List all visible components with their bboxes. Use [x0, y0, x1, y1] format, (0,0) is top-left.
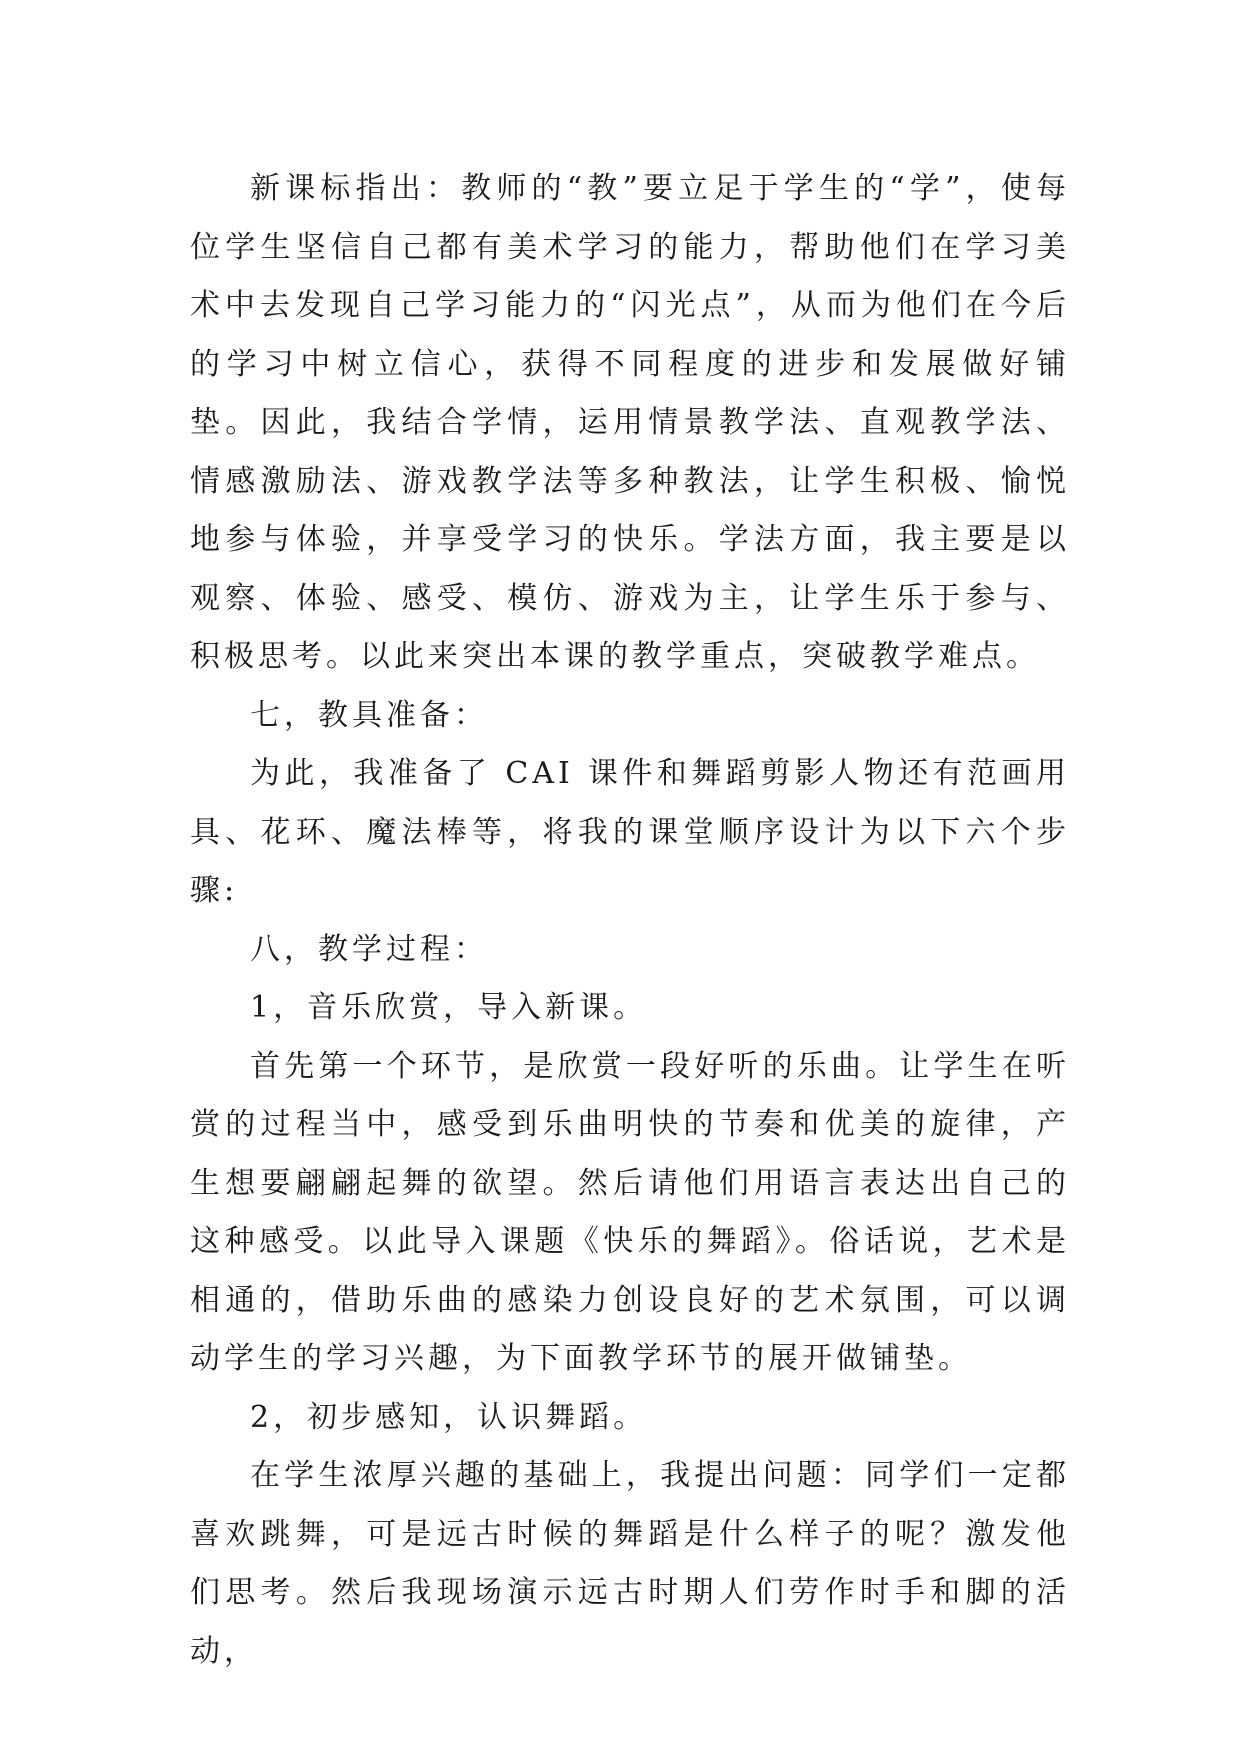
- heading-teaching-process: 八，教学过程：: [250, 931, 488, 967]
- step-1-heading: 1，音乐欣赏，导入新课。: [250, 990, 648, 1025]
- paragraph-step-2: 在学生浓厚兴趣的基础上，我提出问题：同学们一定都喜欢跳舞，可是远古时候的舞蹈是什么样子的呢？激发他们思考。然后我现场演示远古时期人们劳作时手和脚的活动，: [190, 1458, 1070, 1669]
- paragraph-step-1: 首先第一个环节，是欣赏一段好听的乐曲。让学生在听赏的过程当中，感受到乐曲明快的节奏和优美的旋律，产生想要翩翩起舞的欲望。然后请他们用语言表达出自己的这种感受。以此导入课题《快乐的舞蹈》。俗话说，艺术是相通的，借助乐曲的感染力创设良好的艺术氛围，可以调动学生的学习兴趣，为下面教学环节的展开做铺垫。: [190, 1048, 1070, 1376]
- document-body: [190, 160, 1070, 1681]
- step-2-heading: 2，初步感知，认识舞蹈。: [250, 1399, 648, 1435]
- heading-teaching-aids: 七，教具准备：: [250, 697, 488, 733]
- paragraph-teaching-method: 新课标指出：教师的“教”要立足于学生的“学”，使每位学生坚信自己都有美术学习的能力，帮助他们在学习美术中去发现自己学习能力的“闪光点”，从而为他们在今后的学习中树立信心，获得不同程度的进步和发展做好铺垫。因此，我结合学情，运用情景教学法、直观教学法、情感激励法、游戏教学法等多种教法，让学生积极、愉悦地参与体验，并享受学习的快乐。学法方面，我主要是以观察、体验、感受、模仿、游戏为主，让学生乐于参与、积极思考。以此来突出本课的教学重点，突破教学难点。: [190, 171, 1070, 674]
- paragraph-teaching-aids: 为此，我准备了 CAI 课件和舞蹈剪影人物还有范画用具、花环、魔法棒等，将我的课堂顺序设计为以下六个步骤:: [190, 756, 1070, 908]
